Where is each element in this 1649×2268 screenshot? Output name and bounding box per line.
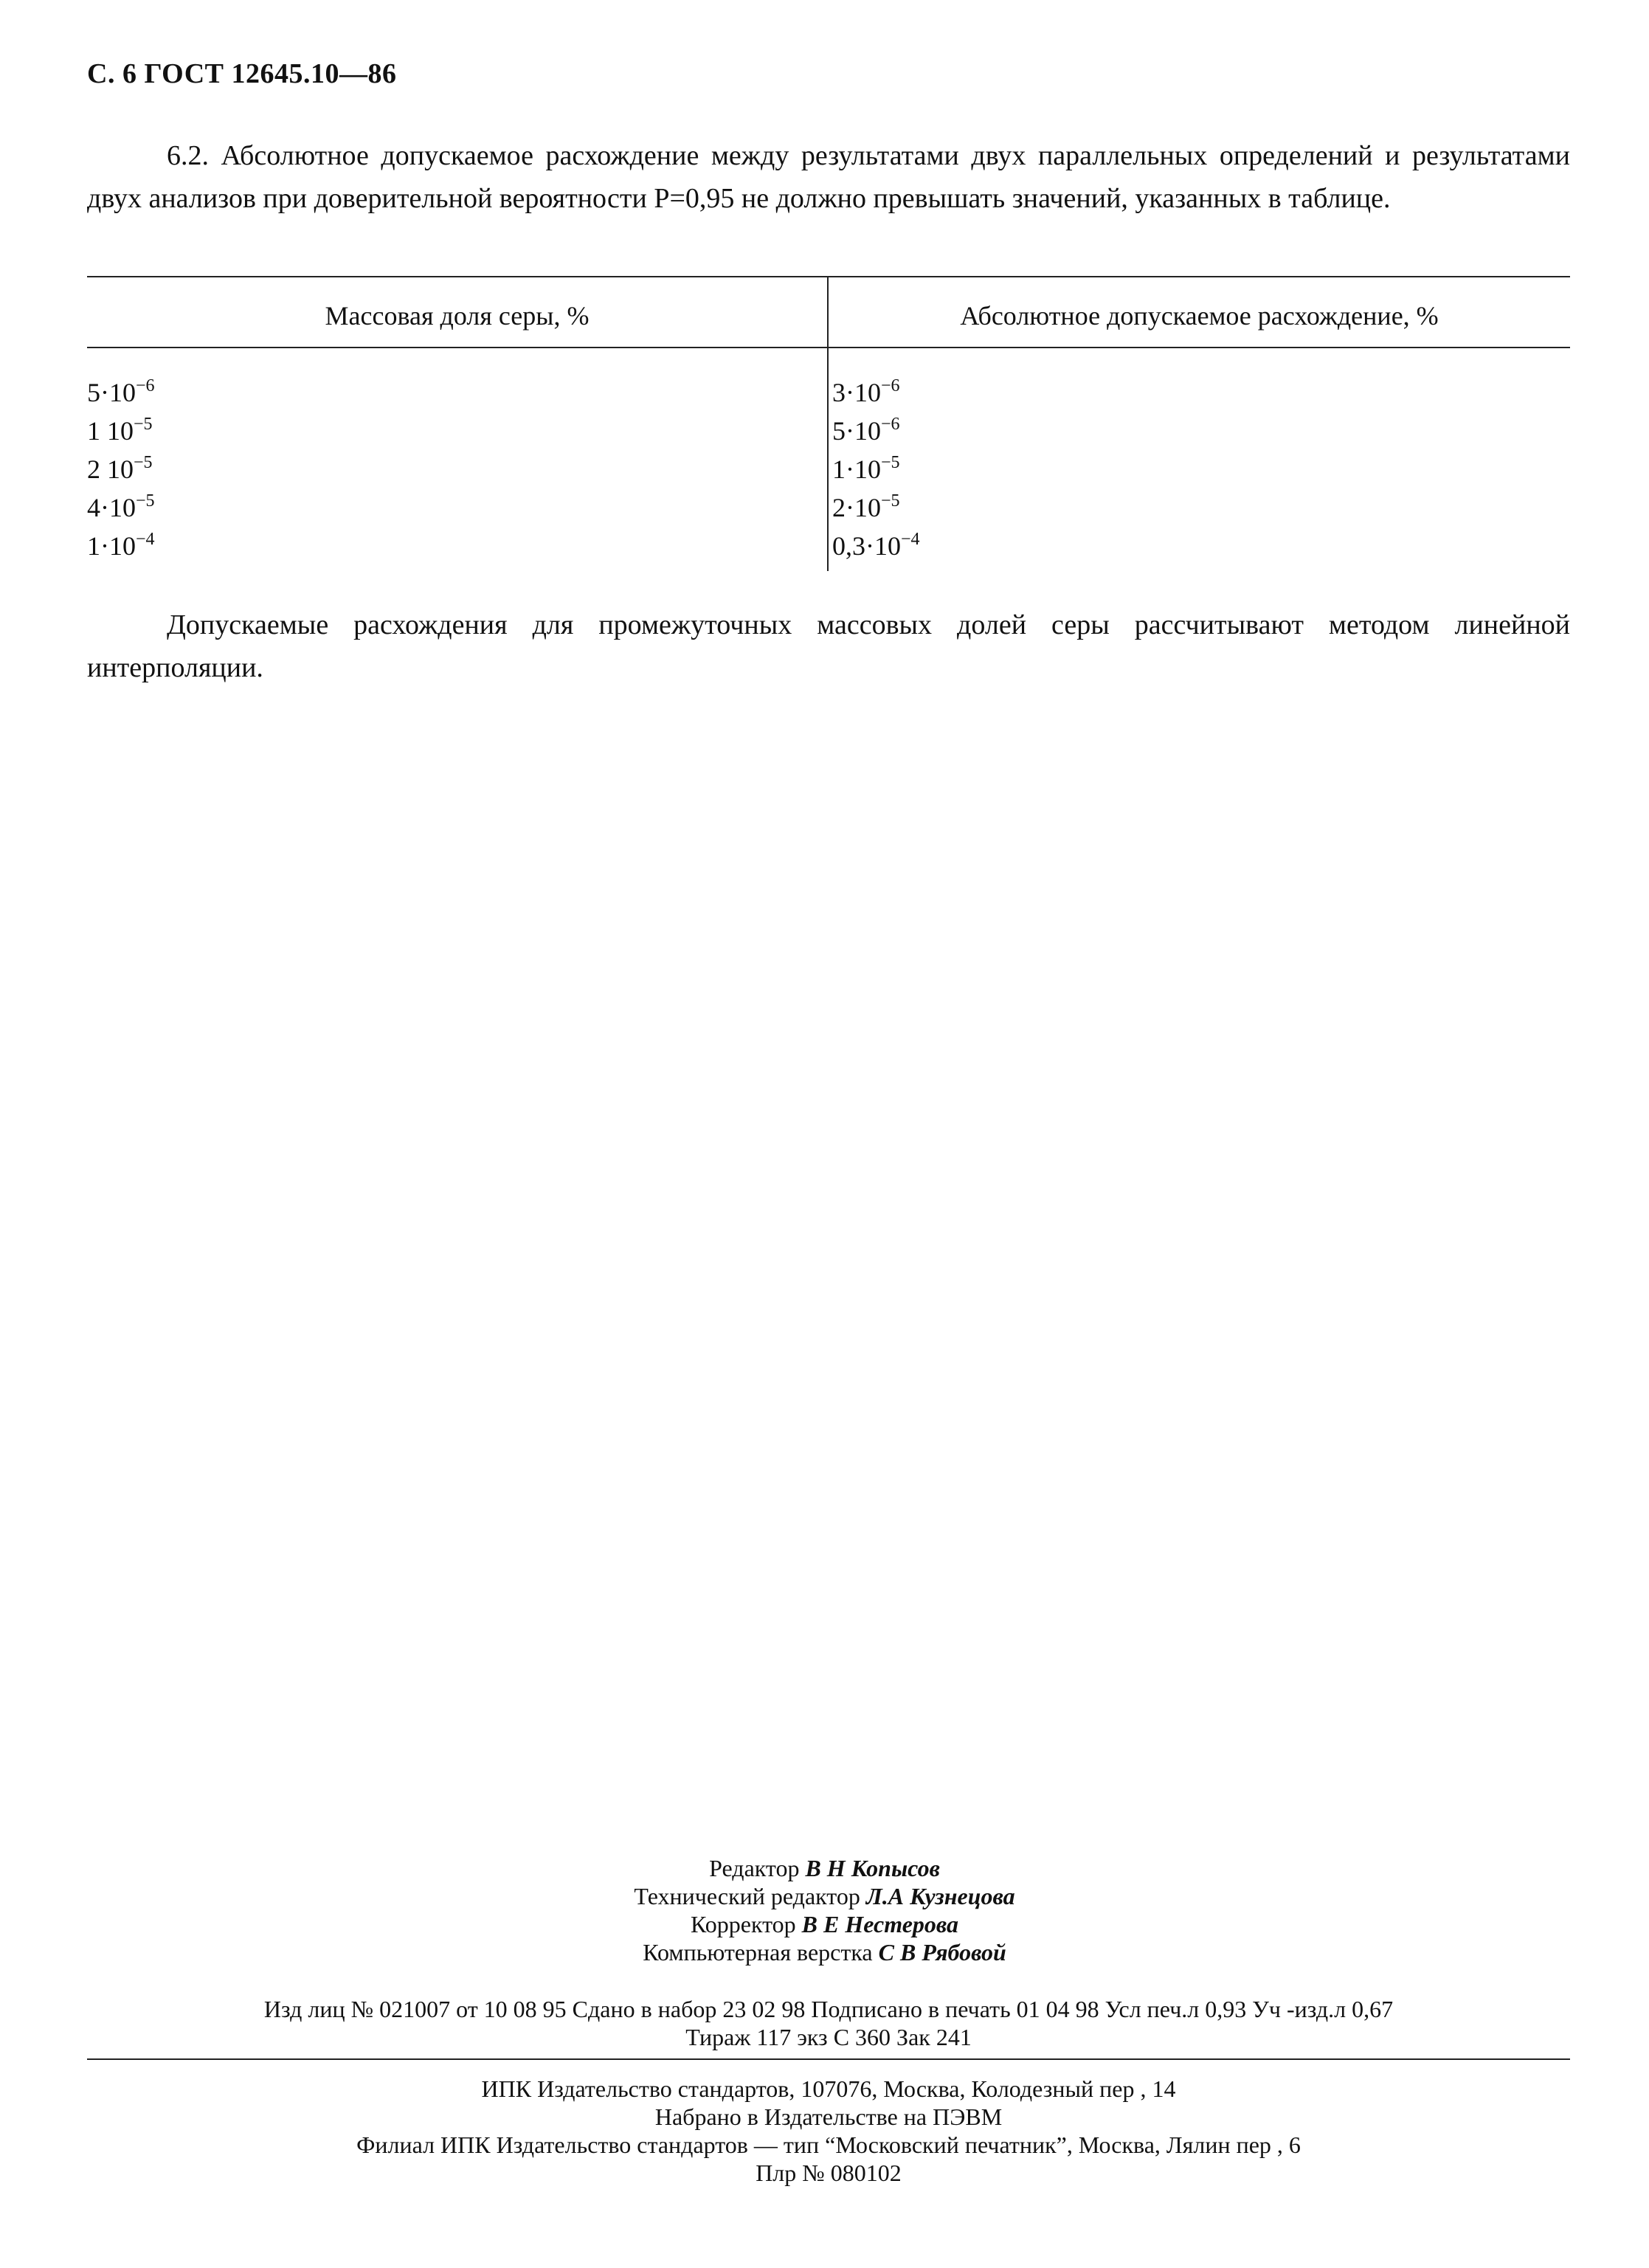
cell-mass-fraction-row2: 1 $10^{-5}$ bbox=[87, 415, 153, 446]
credits-block bbox=[0, 1854, 1649, 1966]
imprint-publication-details bbox=[87, 1995, 1570, 2051]
table-header-rule bbox=[87, 347, 1570, 348]
cell-mass-fraction-row1: $5\cdot 10^{-6}$ bbox=[87, 376, 155, 407]
cell-mass-fraction-row5: $1\cdot 10^{-4}$ bbox=[87, 530, 155, 561]
page-header: С. 6 ГОСТ 12645.10—86 bbox=[87, 58, 397, 89]
imprint-line-circulation: Тираж 117 экз С 360 Зак 241 bbox=[685, 2024, 972, 2050]
credit-layout: Компьютерная верстка С В Рябовой bbox=[643, 1939, 1006, 1966]
interpolation-note-text: Допускаемые расхождения для промежуточных массовых долей серы рассчитывают методом линейной интерполяции. bbox=[87, 609, 1570, 683]
imprint-publisher bbox=[87, 2075, 1570, 2187]
cell-discrepancy-row3: $1\cdot 10^{-5}$ bbox=[832, 453, 900, 484]
imprint-line-license: Изд лиц № 021007 от 10 08 95 Сдано в набор 23 02 98 Подписано в печать 01 04 98 Усл печ.л 0,93 Уч -изд.л 0,67 bbox=[263, 1996, 1394, 2022]
cell-mass-fraction-row4: $4\cdot 10^{-5}$ bbox=[87, 491, 155, 522]
imprint-line-typeset: Набрано в Издательстве на ПЭВМ bbox=[654, 2103, 1003, 2130]
cell-discrepancy-row1: $3\cdot 10^{-6}$ bbox=[832, 376, 900, 407]
imprint-line-publisher: ИПК Издательство стандартов, 107076, Москва, Колодезный пер , 14 bbox=[481, 2075, 1176, 2102]
sulfur-table bbox=[87, 276, 1570, 578]
cell-discrepancy-row2: $5\cdot 10^{-6}$ bbox=[832, 415, 900, 446]
header-abs-discrepancy: Абсолютное допускаемое расхождение, % bbox=[960, 301, 1439, 331]
paragraph-6-2-text: 6.2. Абсолютное допускаемое расхождение между результатами двух параллельных определений и результатами двух анализов при доверительной вероятности P=0,95 не должно превышать значений, указанных в таблице. bbox=[87, 140, 1570, 214]
credit-tech-editor: Технический редактор Л.А Кузнецова bbox=[634, 1883, 1015, 1909]
credit-editor: Редактор В Н Копысов bbox=[709, 1855, 940, 1881]
cell-discrepancy-row4: $2\cdot 10^{-5}$ bbox=[832, 491, 900, 522]
paragraph-6-2 bbox=[87, 134, 1570, 220]
table-top-rule bbox=[87, 276, 1570, 277]
credit-proofreader: Корректор В Е Нестерова bbox=[691, 1911, 958, 1937]
cell-mass-fraction-row3: 2 $10^{-5}$ bbox=[87, 453, 153, 484]
interpolation-note bbox=[87, 604, 1570, 689]
header-mass-fraction: Массовая доля серы, % bbox=[325, 301, 590, 331]
imprint-line-plr: Плр № 080102 bbox=[756, 2160, 902, 2186]
cell-discrepancy-row5: $0,3\cdot 10^{-4}$ bbox=[832, 530, 920, 561]
imprint-line-branch: Филиал ИПК Издательство стандартов — тип “Московский печатник”, Москва, Лялин пер , 6 bbox=[356, 2132, 1301, 2158]
imprint-rule bbox=[87, 2058, 1570, 2060]
